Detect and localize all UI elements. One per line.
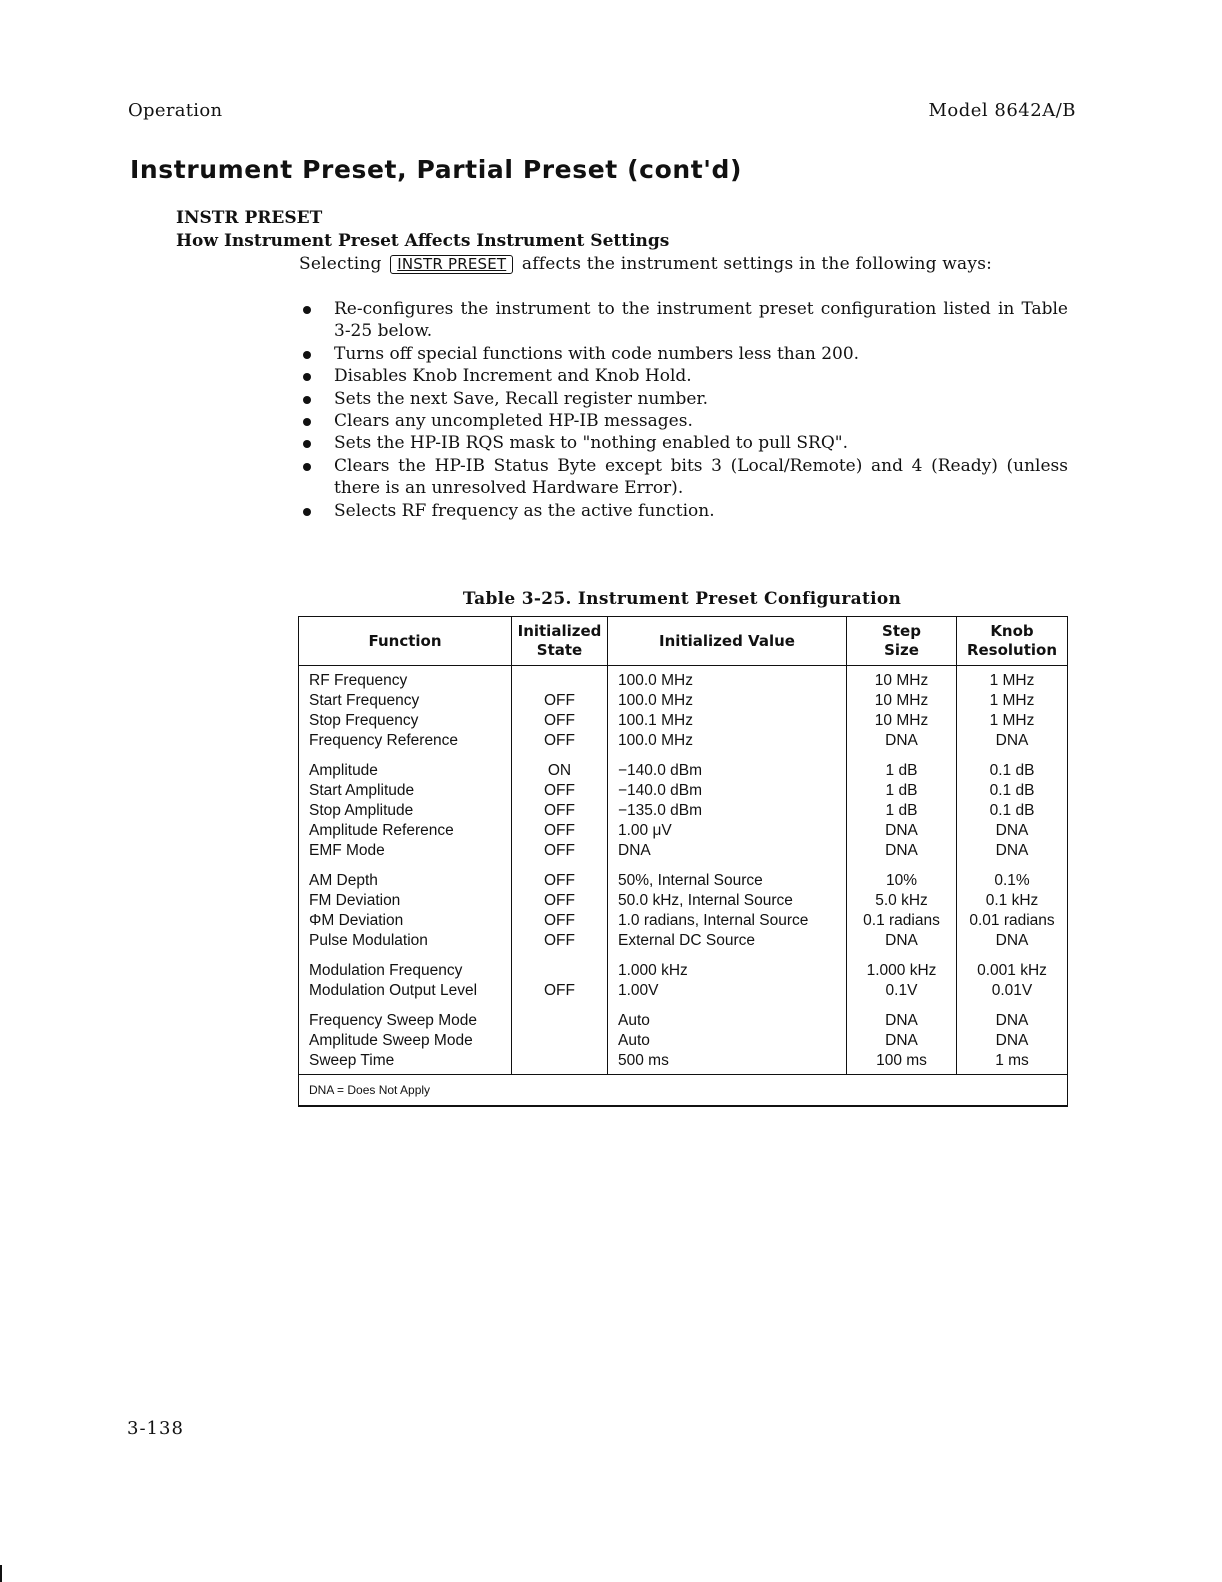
cell-knob: 1 MHz [957,711,1068,731]
cell-value: 1.000 kHz [608,951,847,981]
cell-value: −140.0 dBm [608,751,847,781]
cell-function: Pulse Modulation [299,931,512,951]
cell-state: OFF [512,911,608,931]
cell-state: ON [512,751,608,781]
page-title: Instrument Preset, Partial Preset (cont'd) [130,155,743,184]
cell-function: Frequency Sweep Mode [299,1001,512,1031]
cell-step: DNA [847,821,957,841]
bullet-icon [303,440,311,448]
cell-value: 1.00V [608,981,847,1001]
bullet-icon [303,306,311,314]
cell-knob: 0.01V [957,981,1068,1001]
cell-state [512,1001,608,1031]
table-row [299,931,1068,951]
cell-state: OFF [512,731,608,751]
table-row [299,1031,1068,1051]
table-row [299,666,1068,692]
running-header-model: Model 8642A/B [928,100,1076,121]
intro-paragraph [299,254,992,274]
cell-function: FM Deviation [299,891,512,911]
cell-knob: 1 MHz [957,691,1068,711]
cell-step: 10% [847,861,957,891]
cell-knob: 1 MHz [957,666,1068,692]
cell-function: Sweep Time [299,1051,512,1075]
list-item-text: Clears any uncompleted HP-IB messages. [334,411,693,432]
cell-value: DNA [608,841,847,861]
table-row [299,911,1068,931]
bullet-icon [303,418,311,426]
list-item-text: Sets the HP-IB RQS mask to "nothing enabled to pull SRQ". [334,433,848,454]
cell-knob: 0.01 radians [957,911,1068,931]
cell-value: Auto [608,1001,847,1031]
list-item [298,365,1068,387]
cell-knob: 0.1 dB [957,751,1068,781]
cell-knob: 0.001 kHz [957,951,1068,981]
cell-function: Frequency Reference [299,731,512,751]
cell-state: OFF [512,931,608,951]
cell-value: 1.00 μV [608,821,847,841]
table-row [299,801,1068,821]
cell-step: 10 MHz [847,711,957,731]
list-item [298,500,1068,522]
cell-function: RF Frequency [299,666,512,692]
cell-step: DNA [847,731,957,751]
cell-state: OFF [512,801,608,821]
list-item [298,432,1068,454]
cell-value: −140.0 dBm [608,781,847,801]
cell-function: Stop Amplitude [299,801,512,821]
bullet-icon [303,508,311,516]
cell-function: Amplitude Reference [299,821,512,841]
table-row [299,861,1068,891]
cell-knob: DNA [957,1031,1068,1051]
cell-function: Amplitude [299,751,512,781]
cell-knob: DNA [957,1001,1068,1031]
list-item [298,343,1068,365]
cell-step: 0.1 radians [847,911,957,931]
table-caption: Table 3-25. Instrument Preset Configuration [462,589,902,609]
list-item-text: Re-configures the instrument to the instrument preset configuration listed in Table 3-25 below. [334,299,1068,342]
table-row [299,891,1068,911]
cell-knob: DNA [957,821,1068,841]
bullet-icon [303,396,311,404]
scan-edge-mark [0,1565,2,1582]
list-item-text: Clears the HP-IB Status Byte except bits 3 (Local/Remote) and 4 (Ready) (unless there is an unresolved Hardware Error). [334,455,1068,499]
cell-value: 500 ms [608,1051,847,1075]
cell-function: Modulation Frequency [299,951,512,981]
cell-state: OFF [512,981,608,1001]
list-item [298,455,1068,500]
cell-function: EMF Mode [299,841,512,861]
section-subheading: How Instrument Preset Affects Instrument Settings [176,231,670,251]
cell-step: DNA [847,931,957,951]
table-row [299,951,1068,981]
table-row [299,781,1068,801]
cell-function: Amplitude Sweep Mode [299,1031,512,1051]
table-row [299,1001,1068,1031]
table-row [299,711,1068,731]
column-header-step-size: Step Size [847,617,957,666]
table-row [299,981,1068,1001]
table-row [299,691,1068,711]
column-header-initialized-value: Initialized Value [608,617,847,666]
column-header-function: Function [299,617,512,666]
cell-step: DNA [847,841,957,861]
cell-state: OFF [512,821,608,841]
cell-value: 100.1 MHz [608,711,847,731]
cell-step: 1.000 kHz [847,951,957,981]
cell-state: OFF [512,891,608,911]
cell-step: DNA [847,1001,957,1031]
bullet-icon [303,463,311,471]
cell-state: OFF [512,781,608,801]
list-item [298,388,1068,410]
cell-knob: DNA [957,731,1068,751]
cell-knob: 0.1% [957,861,1068,891]
section-heading: INSTR PRESET [176,208,323,228]
cell-state [512,666,608,692]
cell-knob: 0.1 kHz [957,891,1068,911]
cell-step: 0.1V [847,981,957,1001]
cell-state [512,1031,608,1051]
cell-knob: 1 ms [957,1051,1068,1075]
cell-knob: DNA [957,841,1068,861]
instr-preset-key-label: INSTR PRESET [390,255,513,274]
list-item-text: Turns off special functions with code numbers less than 200. [334,343,860,364]
list-item [298,298,1068,343]
cell-value: 1.0 radians, Internal Source [608,911,847,931]
cell-step: DNA [847,1031,957,1051]
list-item-text: Sets the next Save, Recall register number. [334,388,709,409]
column-header-initialized-state: Initialized State [512,617,608,666]
cell-step: 5.0 kHz [847,891,957,911]
list-item-text: Disables Knob Increment and Knob Hold. [334,366,692,387]
cell-state: OFF [512,711,608,731]
table-row [299,821,1068,841]
bullet-icon [303,351,311,359]
preset-effects-list [298,298,1068,522]
cell-value: 100.0 MHz [608,691,847,711]
table-row [299,841,1068,861]
table-header-row [299,617,1068,666]
cell-state: OFF [512,691,608,711]
running-header-section: Operation [128,100,223,121]
cell-step: 1 dB [847,801,957,821]
intro-text-after: affects the instrument settings in the following ways: [521,254,993,274]
page-number: 3-138 [127,1418,184,1439]
cell-function: Stop Frequency [299,711,512,731]
bullet-icon [303,373,311,381]
cell-function: Start Frequency [299,691,512,711]
cell-step: 10 MHz [847,666,957,692]
cell-state: OFF [512,861,608,891]
cell-function: AM Depth [299,861,512,891]
cell-state [512,951,608,981]
cell-step: 1 dB [847,751,957,781]
cell-step: 1 dB [847,781,957,801]
cell-value: −135.0 dBm [608,801,847,821]
cell-value: 100.0 MHz [608,731,847,751]
cell-value: External DC Source [608,931,847,951]
table-row [299,731,1068,751]
list-item [298,410,1068,432]
cell-function: Modulation Output Level [299,981,512,1001]
cell-value: 50.0 kHz, Internal Source [608,891,847,911]
cell-knob: 0.1 dB [957,781,1068,801]
table-footnote-row [299,1075,1068,1107]
cell-knob: DNA [957,931,1068,951]
cell-step: 10 MHz [847,691,957,711]
list-item-text: Selects RF frequency as the active function. [334,500,715,521]
cell-knob: 0.1 dB [957,801,1068,821]
cell-function: ΦM Deviation [299,911,512,931]
column-header-knob-resolution: Knob Resolution [957,617,1068,666]
table-row [299,1051,1068,1075]
cell-step: 100 ms [847,1051,957,1075]
intro-text-before: Selecting [299,254,382,274]
cell-state [512,1051,608,1075]
cell-state: OFF [512,841,608,861]
cell-value: 100.0 MHz [608,666,847,692]
table-footnote: DNA = Does Not Apply [299,1075,1068,1107]
cell-value: 50%, Internal Source [608,861,847,891]
preset-configuration-table [298,616,1068,1107]
table-row [299,751,1068,781]
cell-function: Start Amplitude [299,781,512,801]
cell-value: Auto [608,1031,847,1051]
